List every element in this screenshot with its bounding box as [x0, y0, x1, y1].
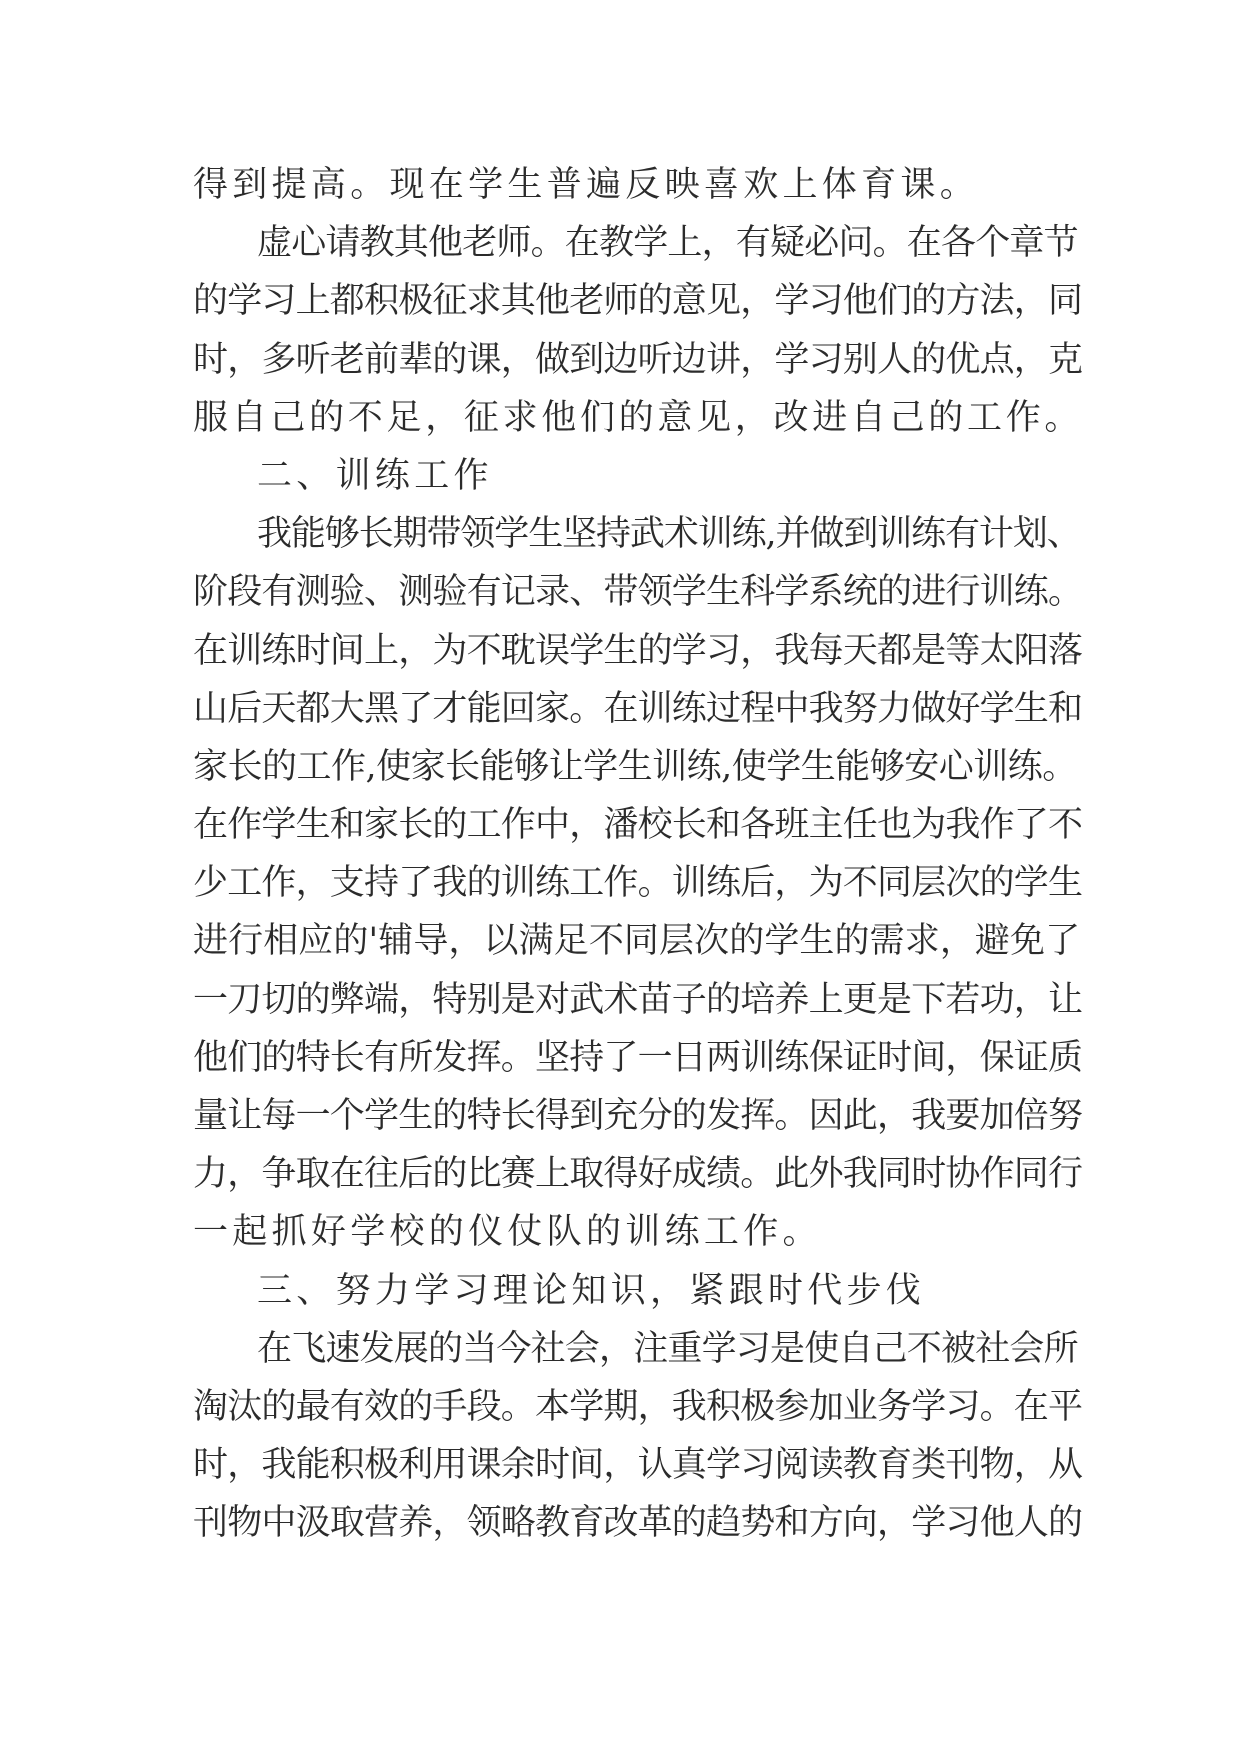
- text-line: 得到提高。现在学生普遍反映喜欢上体育课。: [193, 165, 980, 205]
- text-line: 阶段有测验、测验有记录、带领学生科学系统的进行训练。: [193, 572, 1083, 613]
- text-line: 时，多听老前辈的课，做到边听边讲，学习别人的优点，克: [193, 339, 1083, 380]
- text-line: 刊物中汲取营养，领略教育改革的趋势和方向，学习他人的: [193, 1503, 1083, 1544]
- text-line: 虚心请教其他老师。在教学上，有疑必问。在各个章节: [257, 223, 1078, 264]
- text-line: 服自己的不足，征求他们的意见，改进自己的工作。: [193, 397, 1084, 438]
- body-text: [193, 156, 1084, 1553]
- text-line: 的学习上都积极征求其他老师的意见，学习他们的方法，同: [193, 281, 1083, 322]
- text-line: 我能够长期带领学生坚持武术训练,并做到训练有计划、: [257, 514, 1081, 555]
- text-line: 山后天都大黑了才能回家。在训练过程中我努力做好学生和: [193, 688, 1083, 729]
- text-line: 时，我能积极利用课余时间，认真学习阅读教育类刊物，从: [193, 1445, 1083, 1486]
- text-line: 少工作，支持了我的训练工作。训练后，为不同层次的学生: [193, 863, 1083, 904]
- text-line: 淘汰的最有效的手段。本学期，我积极参加业务学习。在平: [193, 1386, 1083, 1427]
- text-line: 量让每一个学生的特长得到充分的发挥。因此，我要加倍努: [193, 1096, 1083, 1136]
- section-heading: 三、努力学习理论知识，紧跟时代步伐: [257, 1270, 926, 1311]
- text-line: 在飞速发展的当今社会，注重学习是使自己不被社会所: [257, 1328, 1078, 1369]
- text-line: 力，争取在往后的比赛上取得好成绩。此外我同时协作同行: [193, 1154, 1083, 1195]
- text-line: 一刀切的弊端，特别是对武术苗子的培养上更是下若功，让: [193, 979, 1083, 1020]
- text-line: 一起抓好学校的仪仗队的训练工作。: [193, 1212, 822, 1253]
- text-line: 家长的工作,使家长能够让学生训练,使学生能够安心训练。: [193, 746, 1077, 787]
- section-heading: 二、训练工作: [257, 455, 493, 496]
- text-line: 进行相应的'辅导，以满足不同层次的学生的需求，避免了: [193, 921, 1081, 962]
- text-line: 在作学生和家长的工作中，潘校长和各班主任也为我作了不: [193, 805, 1083, 846]
- text-line: 在训练时间上，为不耽误学生的学习，我每天都是等太阳落: [193, 630, 1083, 671]
- text-line: 他们的特长有所发挥。坚持了一日两训练保证时间，保证质: [193, 1037, 1083, 1078]
